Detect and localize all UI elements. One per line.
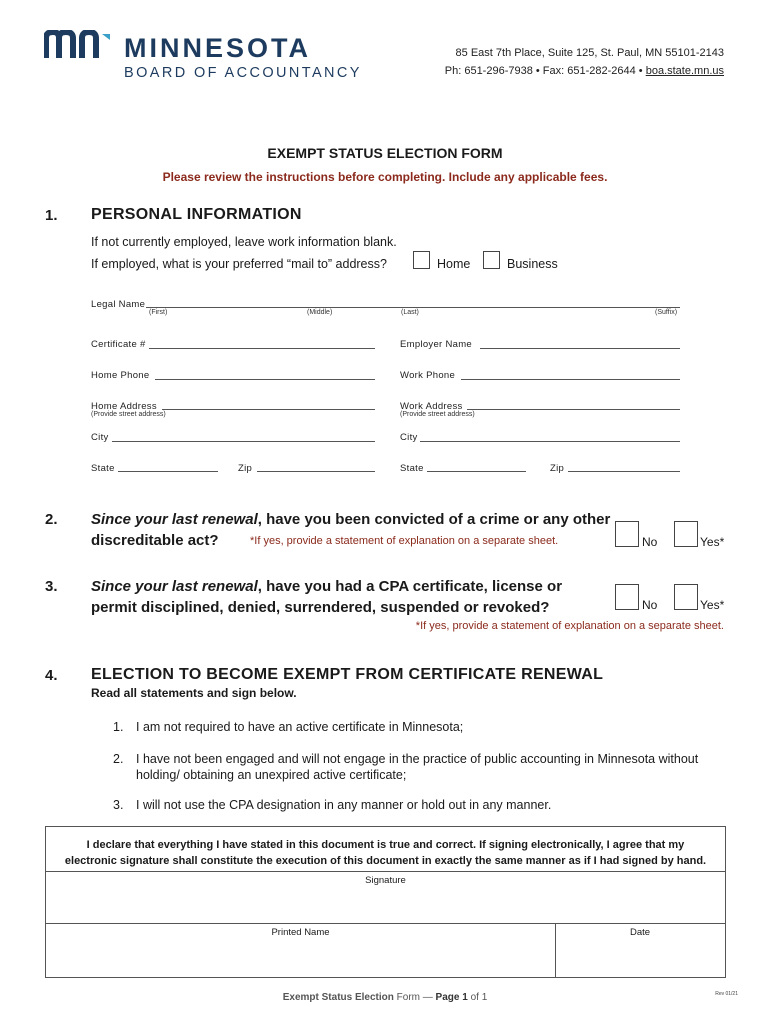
declaration-line-1: I declare that everything I have stated in this document is true and correct. If signing electronically, I agree that my: [86, 839, 685, 851]
form-title: EXEMPT STATUS ELECTION FORM: [267, 145, 503, 161]
printed-name-field[interactable]: [46, 939, 555, 977]
statement-2-line2: holding/ obtaining an unexpired active certificate;: [136, 768, 407, 782]
employer-name-field[interactable]: [480, 348, 680, 349]
q2-italic: Since your last renewal: [91, 511, 258, 528]
revision-date: Rev 01/21: [715, 991, 738, 997]
section-4-number: 4.: [45, 667, 58, 684]
section-4-heading: ELECTION TO BECOME EXEMPT FROM CERTIFICATE RENEWAL: [91, 666, 604, 683]
business-label: Business: [507, 257, 558, 271]
statement-1-number: 1.: [113, 720, 124, 734]
statement-3: I will not use the CPA designation in any manner or hold out in any manner.: [136, 798, 552, 812]
footer-form-word: Form —: [393, 992, 436, 1003]
footer-form-name: Exempt Status Election: [282, 992, 394, 1003]
form-subtitle: Please review the instructions before completing. Include any applicable fees.: [162, 170, 608, 184]
declaration-text: [46, 837, 725, 869]
home-label: Home: [437, 257, 471, 271]
printed-name-label: Printed Name: [271, 927, 330, 938]
home-zip-field[interactable]: [257, 471, 375, 472]
section-4-instruction: Read all statements and sign below.: [91, 686, 297, 700]
business-checkbox[interactable]: [483, 251, 500, 269]
q2-line2: discreditable act?: [91, 532, 219, 549]
statement-1: I am not required to have an active certificate in Minnesota;: [136, 720, 464, 734]
q2-yes-label: Yes*: [700, 535, 725, 549]
home-city-label: City: [91, 432, 109, 443]
q3-line2: permit disciplined, denied, surrendered, suspended or revoked?: [91, 599, 550, 616]
signature-field[interactable]: [46, 879, 725, 923]
home-phone-field[interactable]: [155, 379, 375, 380]
q2-yes-checkbox[interactable]: [674, 521, 698, 547]
website-link[interactable]: boa.state.mn.us: [645, 65, 724, 77]
address-line: 85 East 7th Place, Suite 125, St. Paul, MN 55101-2143: [455, 47, 724, 59]
home-state-label: State: [91, 463, 115, 474]
declaration-box: [45, 826, 726, 978]
legal-name-label: Legal Name: [91, 299, 146, 310]
home-state-field[interactable]: [118, 471, 218, 472]
suffix-hint: (Suffix): [655, 309, 678, 316]
q3-text: , have you had a CPA certificate, license or: [257, 578, 563, 595]
footer-of: of 1: [467, 992, 488, 1003]
home-checkbox[interactable]: [413, 251, 430, 269]
certificate-label: Certificate #: [91, 339, 146, 350]
work-city-field[interactable]: [420, 441, 680, 442]
work-zip-field[interactable]: [568, 471, 680, 472]
q3-yes-checkbox[interactable]: [674, 584, 698, 610]
work-phone-label: Work Phone: [400, 370, 456, 381]
q3-no-checkbox[interactable]: [615, 584, 639, 610]
divider: [46, 923, 725, 924]
q3-yes-label: Yes*: [700, 598, 725, 612]
q2-no-label: No: [642, 535, 658, 549]
phone-fax: Ph: 651-296-7938 • Fax: 651-282-2644 •: [444, 65, 646, 77]
logo-wordmark: MINNESOTA: [124, 33, 311, 63]
home-address-field[interactable]: [162, 409, 375, 410]
middle-name-hint: (Middle): [307, 309, 333, 316]
home-street-hint: (Provide street address): [91, 411, 166, 418]
date-label: Date: [629, 927, 651, 938]
mail-to-question: If employed, what is your preferred “mail to” address?: [91, 257, 387, 271]
home-city-field[interactable]: [112, 441, 375, 442]
contact-line: [445, 62, 724, 80]
q2-note: *If yes, provide a statement of explanation on a separate sheet.: [250, 535, 559, 547]
certificate-field[interactable]: [149, 348, 375, 349]
work-phone-field[interactable]: [461, 379, 680, 380]
first-name-hint: (First): [149, 309, 168, 316]
date-field[interactable]: [556, 939, 725, 977]
q2-no-checkbox[interactable]: [615, 521, 639, 547]
q2-text: , have you been convicted of a crime or any other: [257, 511, 611, 528]
last-name-hint: (Last): [401, 309, 419, 316]
board-address: [445, 44, 724, 80]
statement-2: [136, 751, 726, 783]
work-city-label: City: [400, 432, 418, 443]
section-1-heading: PERSONAL INFORMATION: [91, 206, 302, 223]
work-state-label: State: [400, 463, 424, 474]
minnesota-logo-mark-icon: [44, 30, 112, 60]
divider: [46, 871, 725, 872]
q3-no-label: No: [642, 598, 658, 612]
question-3: [91, 576, 562, 618]
logo-subtitle: BOARD OF ACCOUNTANCY: [124, 65, 362, 81]
section-3-number: 3.: [45, 578, 58, 595]
home-phone-label: Home Phone: [91, 370, 150, 381]
work-address-field[interactable]: [467, 409, 680, 410]
employer-name-label: Employer Name: [400, 339, 473, 350]
home-address-label: Home Address: [91, 401, 157, 412]
declaration-line-2: electronic signature shall constitute the execution of this document in exactly the same manner as if I had signed by hand.: [64, 855, 707, 867]
employment-note: If not currently employed, leave work information blank.: [91, 235, 397, 249]
section-1-number: 1.: [45, 207, 58, 224]
statement-3-number: 3.: [113, 798, 124, 812]
footer-page: Page 1: [435, 992, 468, 1003]
work-street-hint: (Provide street address): [400, 411, 475, 418]
work-zip-label: Zip: [550, 463, 565, 474]
page-footer: [0, 992, 770, 1003]
q3-italic: Since your last renewal: [91, 578, 258, 595]
q3-note: *If yes, provide a statement of explanation on a separate sheet.: [415, 620, 724, 632]
statement-2-line1: I have not been engaged and will not engage in the practice of public accounting in Minnesota without: [136, 752, 699, 766]
statement-2-number: 2.: [113, 752, 124, 766]
work-state-field[interactable]: [427, 471, 526, 472]
legal-name-field[interactable]: [146, 307, 680, 308]
home-zip-label: Zip: [238, 463, 253, 474]
section-2-number: 2.: [45, 511, 58, 528]
signature-label: Signature: [365, 875, 406, 886]
work-address-label: Work Address: [400, 401, 463, 412]
